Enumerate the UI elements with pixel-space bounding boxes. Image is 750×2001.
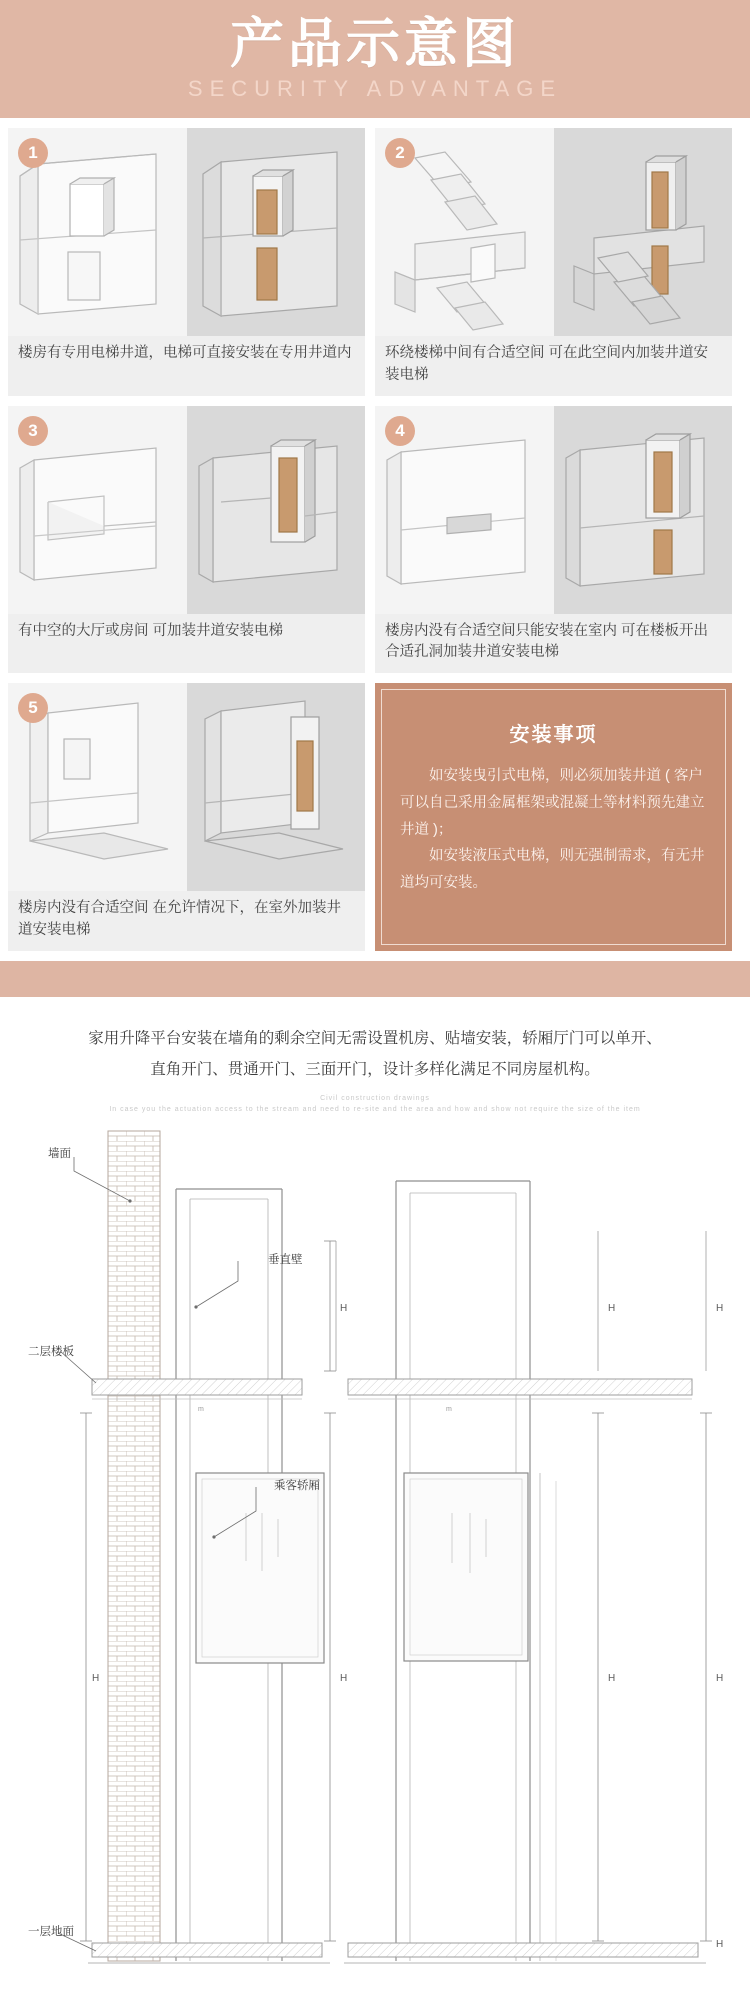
illustration-right-panel [187,406,366,614]
card-number-badge: 5 [18,693,48,723]
blueprint-label-second-floor: 二层楼板 [28,1345,74,1358]
illustration-right-panel [554,406,733,614]
page-header [0,0,750,118]
bottom-line-1: 家用升降平台安装在墙角的剩余空间无需设置机房、贴墙安装，轿厢厅门可以单开、 [88,1029,662,1047]
fineprint-line-1: Civil construction drawings [320,1094,430,1102]
svg-text:H: H [340,1302,348,1314]
section-divider-bar [0,961,750,997]
scenario-card-4 [375,406,732,674]
svg-text:H: H [92,1672,100,1684]
card-row [8,683,742,951]
blueprint-drawing [0,1121,750,2001]
scenario-card-grid [0,118,750,951]
card-number-badge: 3 [18,416,48,446]
card-number-badge: 1 [18,138,48,168]
blueprint-label-wall: 墙面 [48,1147,71,1160]
blueprint-right-elevation [92,1181,723,1963]
blueprint-label-hoistway: 垂直壁 [268,1253,303,1266]
scenario-caption-5: 楼房内没有合适空间 在允许情况下，在室外加装井道安装电梯 [8,891,365,951]
illustration-right-panel [187,128,366,336]
svg-text:H: H [608,1302,616,1314]
scenario-caption-2: 环绕楼梯中间有合适空间 可在此空间内加装井道安装电梯 [375,336,732,396]
page-title: 产品示意图 [230,13,520,74]
note-paragraph-2: 如安装液压式电梯，则无强制需求，有无井道均可安装。 [400,848,705,892]
fineprint-line-2: In case you the actuation access to the stream and need to re-site and the area and how and show not require the size of the item [109,1105,641,1113]
scenario-illustration-2 [375,128,732,336]
note-paragraph-1: 如安装曳引式电梯，则必须加装井道 ( 客户可以自己采用金属框架或混凝土等材料预先建立井道 )； [400,768,705,838]
scenario-card-1 [8,128,365,396]
card-number-badge: 2 [385,138,415,168]
installation-note-panel [375,683,732,951]
fineprint [0,1093,750,1115]
blueprint-svg [0,1121,750,2001]
scenario-illustration-1 [8,128,365,336]
illustration-right-panel [554,128,733,336]
svg-text:H: H [608,1672,616,1684]
bottom-line-2: 直角开门、贯通开门、三面开门，设计多样化满足不同房屋机构。 [150,1060,600,1078]
blueprint-label-first-floor: 一层地面 [28,1925,74,1938]
card-number-badge: 4 [385,416,415,446]
svg-text:m: m [198,1405,204,1413]
svg-text:H: H [716,1938,724,1950]
svg-text:H: H [340,1672,348,1684]
blueprint-label-car: 乘客轿厢 [274,1479,320,1492]
svg-text:H: H [716,1302,724,1314]
bottom-section [0,997,750,2001]
svg-text:H: H [716,1672,724,1684]
scenario-caption-4: 楼房内没有合适空间只能安装在室内 可在楼板开出合适孔洞加装井道安装电梯 [375,614,732,674]
scenario-card-3 [8,406,365,674]
scenario-illustration-3 [8,406,365,614]
note-title: 安装事项 [509,724,598,746]
svg-text:m: m [446,1405,452,1413]
scenario-card-5 [8,683,365,951]
bottom-description [0,1023,750,1085]
note-inner-border [381,689,726,945]
scenario-caption-1: 楼房有专用电梯井道，电梯可直接安装在专用井道内 [8,336,365,392]
card-row [8,406,742,674]
scenario-caption-3: 有中空的大厅或房间 可加装井道安装电梯 [8,614,365,670]
card-row [8,128,742,396]
scenario-illustration-5 [8,683,365,891]
page-subtitle: SECURITY ADVANTAGE [187,76,563,102]
illustration-right-panel [187,683,366,891]
scenario-card-2 [375,128,732,396]
scenario-illustration-4 [375,406,732,614]
